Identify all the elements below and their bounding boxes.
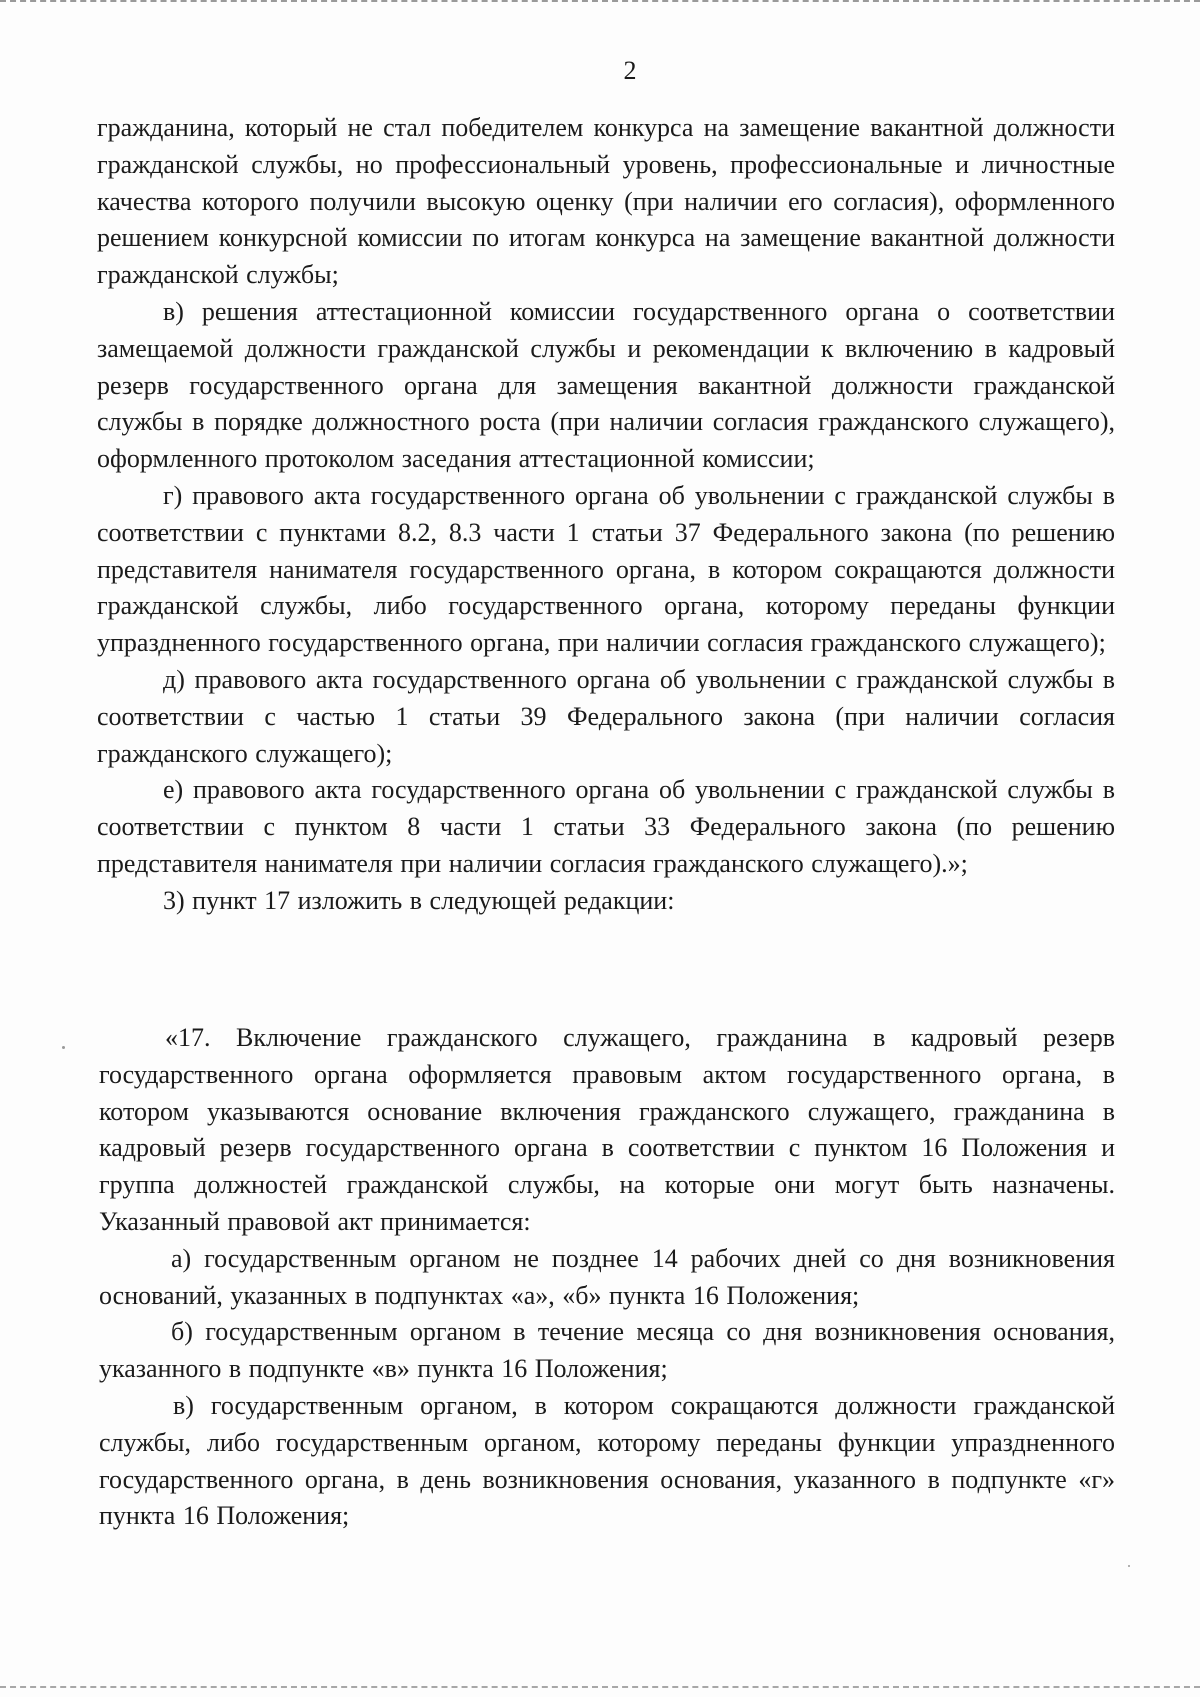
paragraph-item-d: д) правового акта государственного органа об увольнении с гражданской службы в соответствии с частью 1 статьи 39 Федерального закона (при наличии согласия гражданского служащего); bbox=[97, 664, 1115, 768]
paragraph-point-17-v: в) государственным органом, в котором сокращаются должности гражданской службы, либо государственным органом, которому переданы функции упраздненного государственного органа, в день возникновения основания, указанного в подпункте «г» пункта 16 Положения; bbox=[99, 1390, 1115, 1531]
paragraph-point-17: «17. Включение гражданского служащего, гражданина в кадровый резерв государственного органа оформляется правовым актом государственного органа, в котором указываются основание включения гражданского служащего, гражданина в кадровый резерв государственного органа в соответствии с пунктом 16 Положения и группа должностей гражданской службы, на которые они могут быть назначены. Указанный правовой акт принимается: bbox=[99, 1023, 1115, 1236]
paragraph-amendment-3: 3) пункт 17 изложить в следующей редакции: bbox=[163, 885, 675, 915]
document-body-upper bbox=[97, 110, 1115, 920]
scan-speck bbox=[62, 1046, 65, 1049]
document-body-lower bbox=[99, 1020, 1115, 1535]
paragraph-continuation: гражданина, который не стал победителем конкурса на замещение вакантной должности гражданской службы, но профессиональный уровень, профессиональные и личностные качества которого получили высокую оценку (при наличии его согласия), оформленного решением конкурсной комиссии по итогам конкурса на замещение вакантной должности гражданской службы; bbox=[97, 113, 1115, 290]
scan-bottom-edge bbox=[0, 1686, 1200, 1691]
paragraph-point-17-a: а) государственным органом не позднее 14 рабочих дней со дня возникновения оснований, указанных в подпунктах «а», «б» пункта 16 Положения; bbox=[99, 1243, 1115, 1310]
paragraph-item-e: е) правового акта государственного органа об увольнении с гражданской службы в соответствии с пунктом 8 части 1 статьи 33 Федерального закона (по решению представителя нанимателя при наличии согласия гражданского служащего).»; bbox=[97, 775, 1115, 878]
scan-speck bbox=[1128, 1565, 1130, 1567]
scan-top-edge bbox=[0, 0, 1200, 5]
paragraph-point-17-b: б) государственным органом в течение месяца со дня возникновения основания, указанного в подпункте «в» пункта 16 Положения; bbox=[99, 1317, 1115, 1384]
page-number: 2 bbox=[623, 56, 637, 85]
paragraph-item-v: в) решения аттестационной комиссии государственного органа о соответствии замещаемой должности гражданской службы и рекомендации к включению в кадровый резерв государственного органа для замещения вакантной должности гражданской службы в порядке должностного роста (при наличии согласия гражданского служащего), оформленного протоколом заседания аттестационной комиссии; bbox=[97, 296, 1115, 474]
paragraph-item-g: г) правового акта государственного органа об увольнении с гражданской службы в соответствии с пунктами 8.2, 8.3 части 1 статьи 37 Федерального закона (по решению представителя нанимателя государственного органа, в котором сокращаются должности гражданской службы, либо государственного органа, которому переданы функции упраздненного государственного органа, при наличии согласия гражданского служащего); bbox=[97, 480, 1115, 658]
